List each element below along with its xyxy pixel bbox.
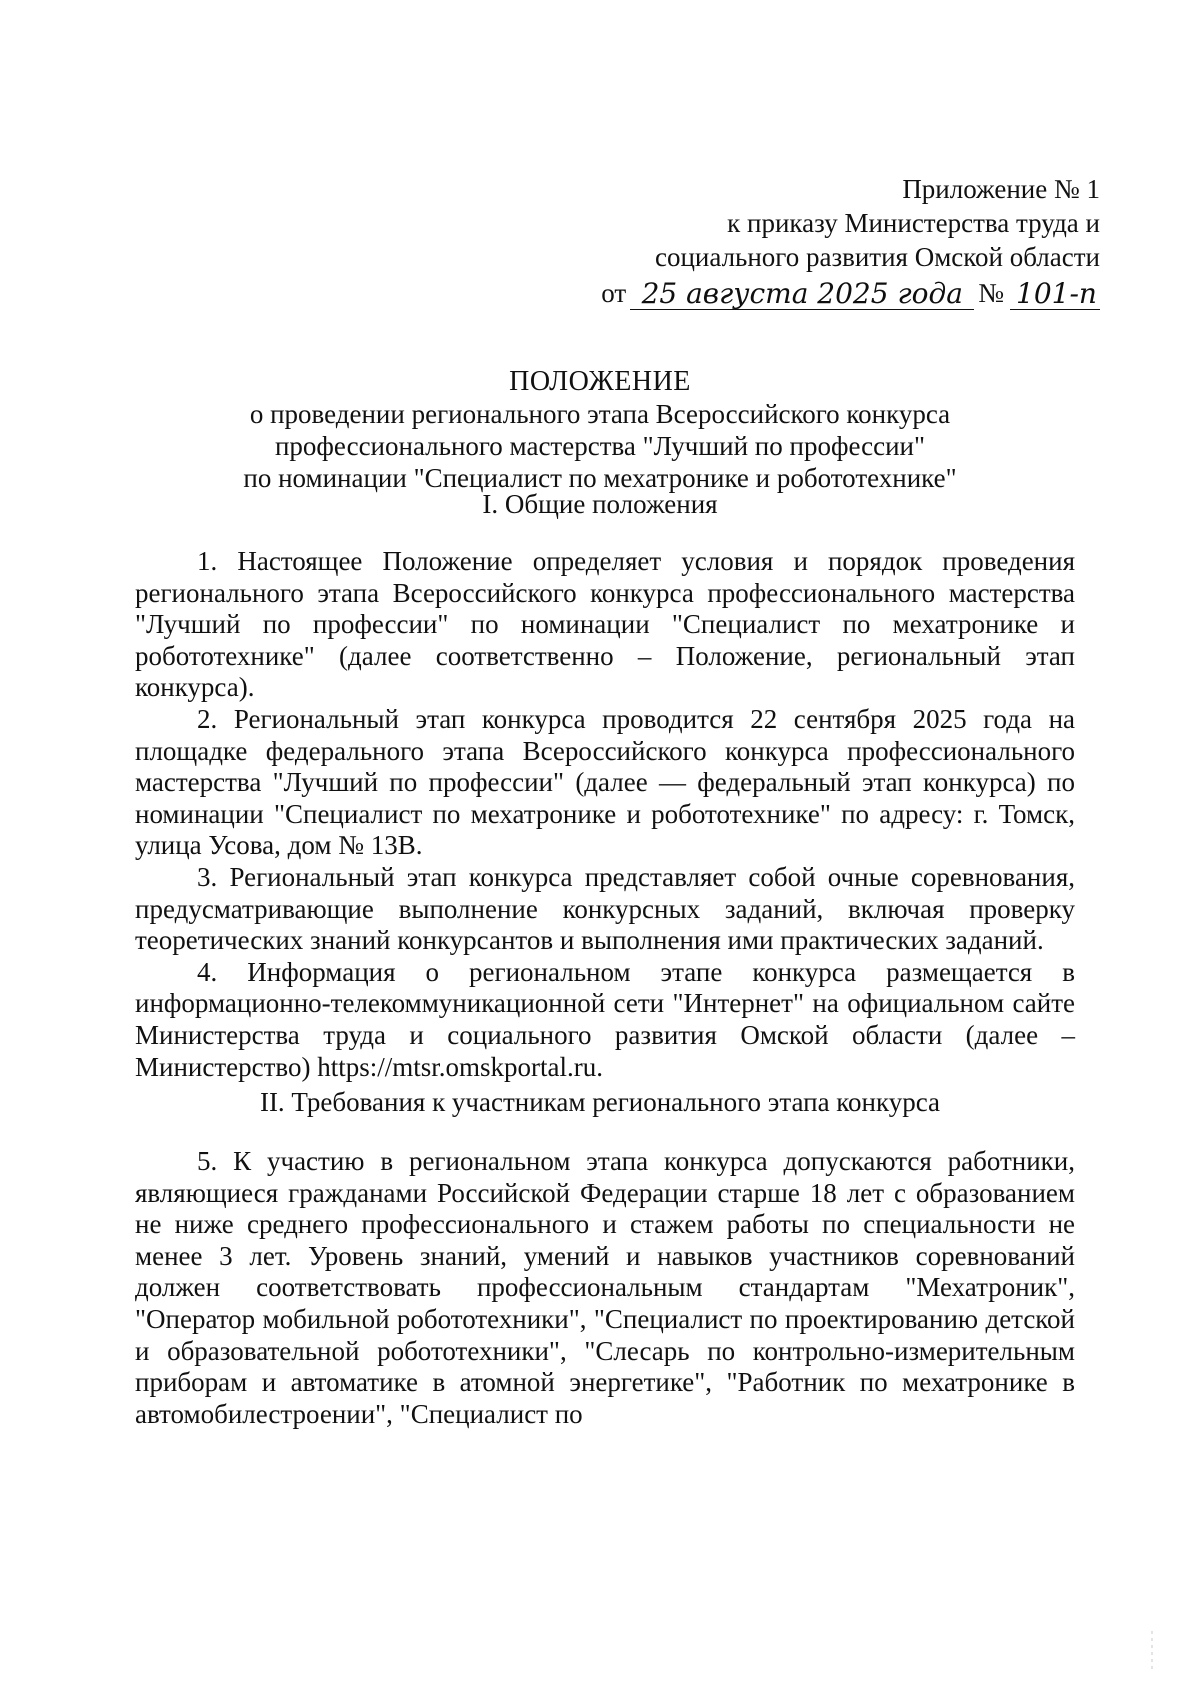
paragraph-3: 3. Региональный этап конкурса представляет собой очные соревнования, предусматривающие выполнение конкурсных заданий, включая проверку теоретических знаний конкурсантов и выполнения ими практических заданий.	[135, 861, 1075, 956]
handwritten-date: 25 августа 2025 года	[630, 279, 974, 310]
document-title-block	[120, 366, 1080, 494]
section-1-body	[135, 546, 1075, 1083]
paragraph-2: 2. Региональный этап конкурса проводится 22 сентября 2025 года на площадке федерального этапа Всероссийского конкурса профессионального мастерства "Лучший по профессии" (далее — федеральный этап конкурса) по номинации "Специалист по мехатронике и робототехнике" по адресу: г. Томск, улица Усова, дом № 13В.	[135, 703, 1075, 861]
section-2-body	[135, 1146, 1075, 1430]
appendix-number: Приложение № 1	[902, 174, 1100, 204]
approval-stamp-block	[540, 172, 1100, 310]
from-label: от	[601, 278, 627, 308]
title-line-1: о проведении регионального этапа Всероссийского конкурса	[249, 399, 951, 429]
paragraph-5: 5. К участию в региональном этапа конкурса допускаются работники, являющиеся гражданами Российской Федерации старше 18 лет с образованием не ниже среднего профессионального и стажем работы по специальности не менее 3 лет. Уровень знаний, умений и навыков участников соревнований должен соответствовать профессиональным стандартам "Мехатроник", "Оператор мобильной робототехники", "Специалист по проектированию детской и образовательной робототехники", "Слесарь по контрольно-измерительным приборам и автоматике в атомной энергетике", "Работник по мехатронике в автомобилестроении", "Специалист по	[135, 1146, 1075, 1429]
ministry-name: социального развития Омской области	[654, 242, 1100, 272]
document-title: ПОЛОЖЕНИЕ	[509, 366, 691, 397]
title-line-2: профессионального мастерства "Лучший по профессии"	[274, 431, 925, 461]
paragraph-1: 1. Настоящее Положение определяет условия и порядок проведения регионального этапа Всероссийского конкурса профессионального мастерства "Лучший по профессии" по номинации "Специалист по мехатронике и робототехнике" (далее соответственно – Положение, региональный этап конкурса).	[135, 546, 1075, 703]
handwritten-number: 101-п	[1010, 279, 1100, 310]
paragraph-4: 4. Информация о региональном этапе конкурса размещается в информационно-телекоммуникационной сети "Интернет" на официальном сайте Министерства труда и социального развития Омской области (далее – Министерство) https://mtsr.omskportal.ru.	[135, 956, 1075, 1082]
section-1-heading: I. Общие положения	[482, 489, 718, 519]
number-label: №	[978, 278, 1004, 308]
title-line-3: по номинации "Специалист по мехатронике и робототехнике"	[243, 463, 957, 493]
scan-mark-icon	[1148, 1631, 1156, 1671]
order-date-line	[540, 276, 1100, 310]
section-2-heading: II. Требования к участникам регионального этапа конкурса	[259, 1087, 941, 1117]
order-reference: к приказу Министерства труда и	[727, 208, 1100, 238]
